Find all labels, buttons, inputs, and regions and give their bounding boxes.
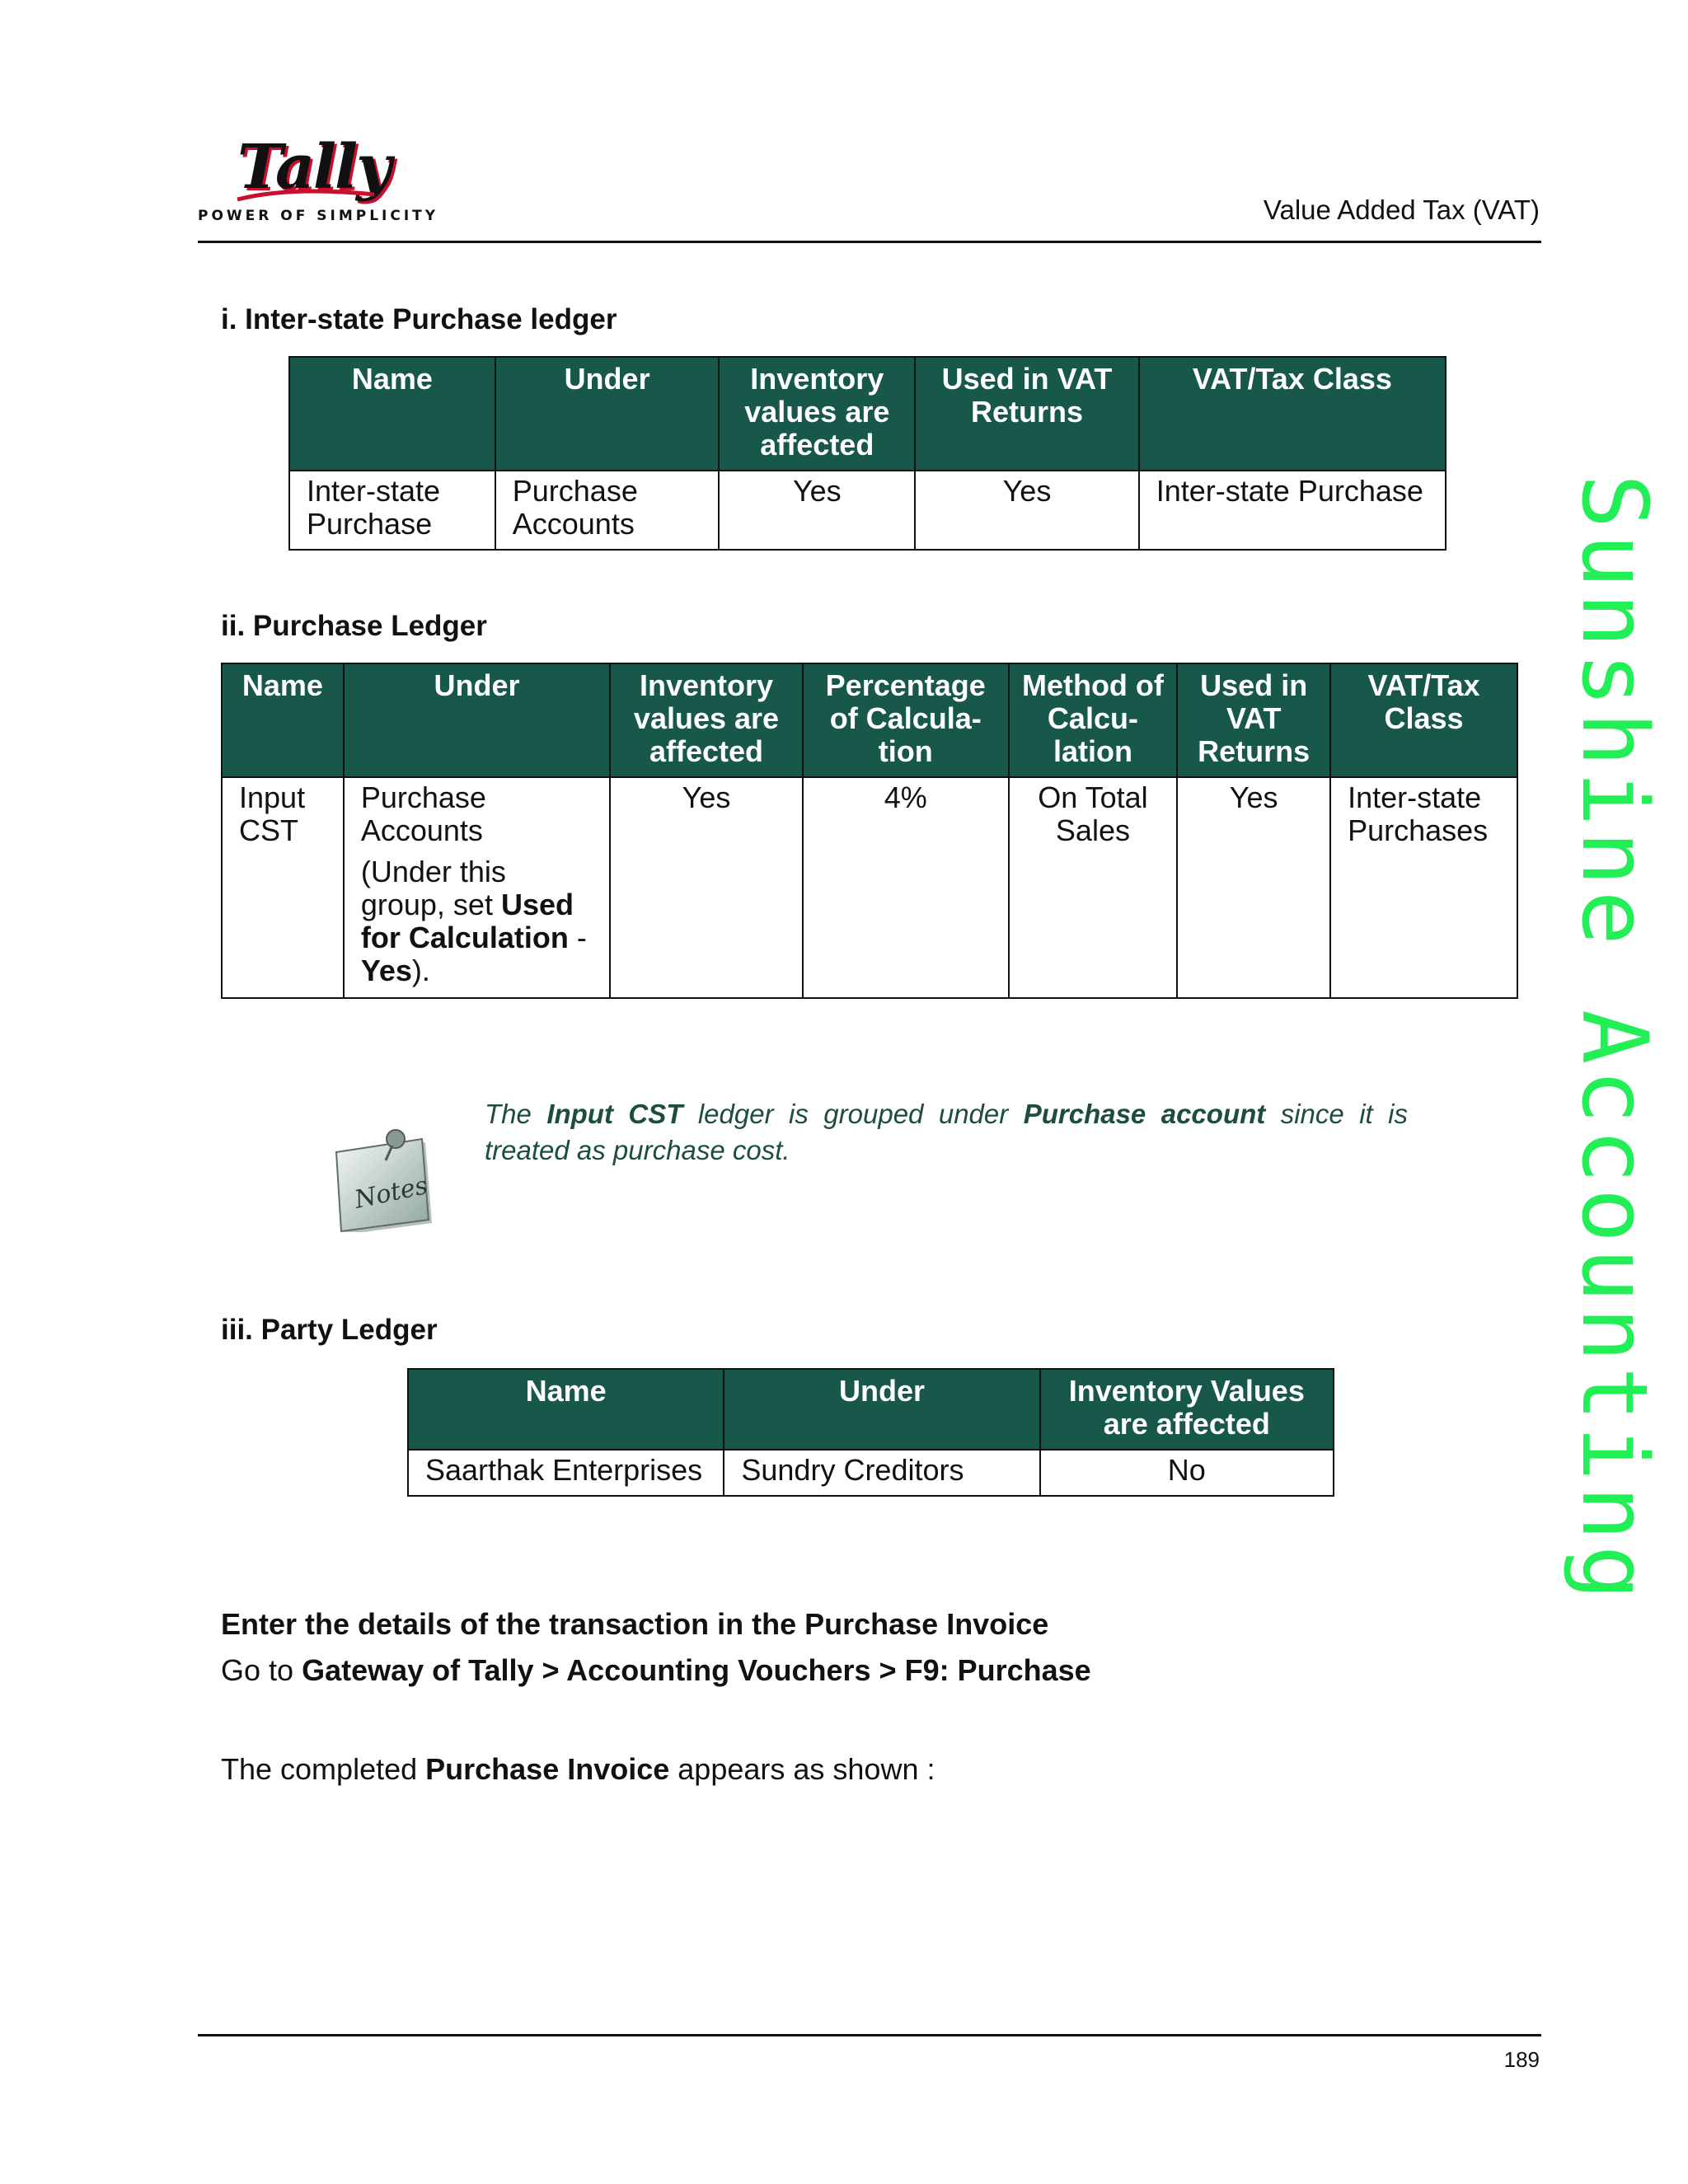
logo-tagline: POWER OF SIMPLICITY <box>198 208 439 224</box>
cell-under: Purchase Accounts <box>495 471 720 550</box>
cell-name: Inter-state Purchase <box>289 471 495 550</box>
column-header: Used in VAT Returns <box>1177 663 1330 777</box>
invoice-caption <box>221 1752 935 1787</box>
footer-divider <box>198 2034 1541 2036</box>
party-ledger-table <box>407 1368 1334 1497</box>
cell-percentage: 4% <box>803 777 1009 998</box>
column-header: Under <box>495 357 720 471</box>
table-header-row <box>408 1369 1334 1450</box>
table-row <box>222 777 1517 998</box>
column-header: Under <box>724 1369 1039 1450</box>
interstate-purchase-ledger-table <box>288 356 1447 551</box>
caption-text: appears as shown : <box>669 1752 935 1786</box>
column-header: VAT/Tax Class <box>1330 663 1517 777</box>
navigation-path <box>221 1653 1091 1688</box>
table-header-row <box>222 663 1517 777</box>
column-header: Name <box>408 1369 724 1450</box>
caption-text: The completed <box>221 1752 426 1786</box>
table-row <box>289 471 1446 550</box>
column-header: Inventory values are affected <box>610 663 803 777</box>
column-header: Percentage of Calcula-tion <box>803 663 1009 777</box>
cell-method: On Total Sales <box>1009 777 1178 998</box>
cell-inventory: Yes <box>610 777 803 998</box>
notes-icon-label: Notes <box>352 1170 430 1215</box>
under-note-bold: Yes <box>360 954 412 987</box>
chapter-title: Value Added Tax (VAT) <box>1263 194 1540 225</box>
under-note-text: ). <box>411 954 430 987</box>
column-header: VAT/Tax Class <box>1139 357 1446 471</box>
note-text <box>485 1096 1408 1169</box>
cell-name: Saarthak Enterprises <box>408 1450 724 1496</box>
navigation-path-bold: Gateway of Tally > Accounting Vouchers > F9: Purchase <box>302 1653 1091 1687</box>
caption-bold: Purchase Invoice <box>425 1752 670 1786</box>
cell-inventory: No <box>1040 1450 1334 1496</box>
cell-vat-class: Inter-state Purchase <box>1139 471 1446 550</box>
column-header: Name <box>222 663 344 777</box>
cell-name: Input CST <box>222 777 344 998</box>
watermark: Sunshine Accounting <box>1562 474 1667 1605</box>
note-bold-purchase-account: Purchase account <box>1023 1099 1266 1129</box>
section3-heading: iii. Party Ledger <box>221 1314 438 1346</box>
column-header: Used in VAT Returns <box>915 357 1139 471</box>
purchase-ledger-table <box>221 663 1518 999</box>
cell-under-note <box>361 855 593 987</box>
instruction-heading: Enter the details of the transaction in the Purchase Invoice <box>221 1607 1049 1641</box>
note-text-part: since it is treated as purchase cost. <box>485 1099 1408 1165</box>
table-header-row <box>289 357 1446 471</box>
under-note-text: (Under this group, set <box>360 855 506 921</box>
cell-inventory: Yes <box>719 471 915 550</box>
column-header: Under <box>344 663 610 777</box>
section2-heading: ii. Purchase Ledger <box>221 610 487 642</box>
column-header: Inventory Values are affected <box>1040 1369 1334 1450</box>
column-header: Inventory values are affected <box>719 357 915 471</box>
cell-used-in-vat: Yes <box>1177 777 1330 998</box>
cell-used-in-vat: Yes <box>915 471 1139 550</box>
page-number: 189 <box>1503 2047 1540 2072</box>
cell-under <box>344 777 610 998</box>
cell-under: Sundry Creditors <box>724 1450 1039 1496</box>
column-header: Name <box>289 357 495 471</box>
note-text-part: ledger is grouped under <box>682 1099 1024 1129</box>
note-bold-input-cst: Input CST <box>546 1099 683 1129</box>
tally-logo <box>198 132 439 231</box>
under-note-bold: Used for Calculation <box>360 888 574 954</box>
cell-under-group: Purchase Accounts <box>360 780 486 847</box>
under-note-text: - <box>568 921 587 954</box>
logo-swoosh-icon <box>236 186 376 204</box>
cell-vat-class: Inter-state Purchases <box>1330 777 1517 998</box>
logo-wordmark: Tally <box>237 132 391 203</box>
note-text-part: The <box>485 1099 547 1129</box>
column-header: Method of Calcu-lation <box>1009 663 1178 777</box>
header-divider <box>198 241 1541 243</box>
section1-heading: i. Inter-state Purchase ledger <box>221 303 617 335</box>
notes-icon <box>330 1121 437 1232</box>
navigation-prefix: Go to <box>221 1653 302 1687</box>
table-row <box>408 1450 1334 1496</box>
